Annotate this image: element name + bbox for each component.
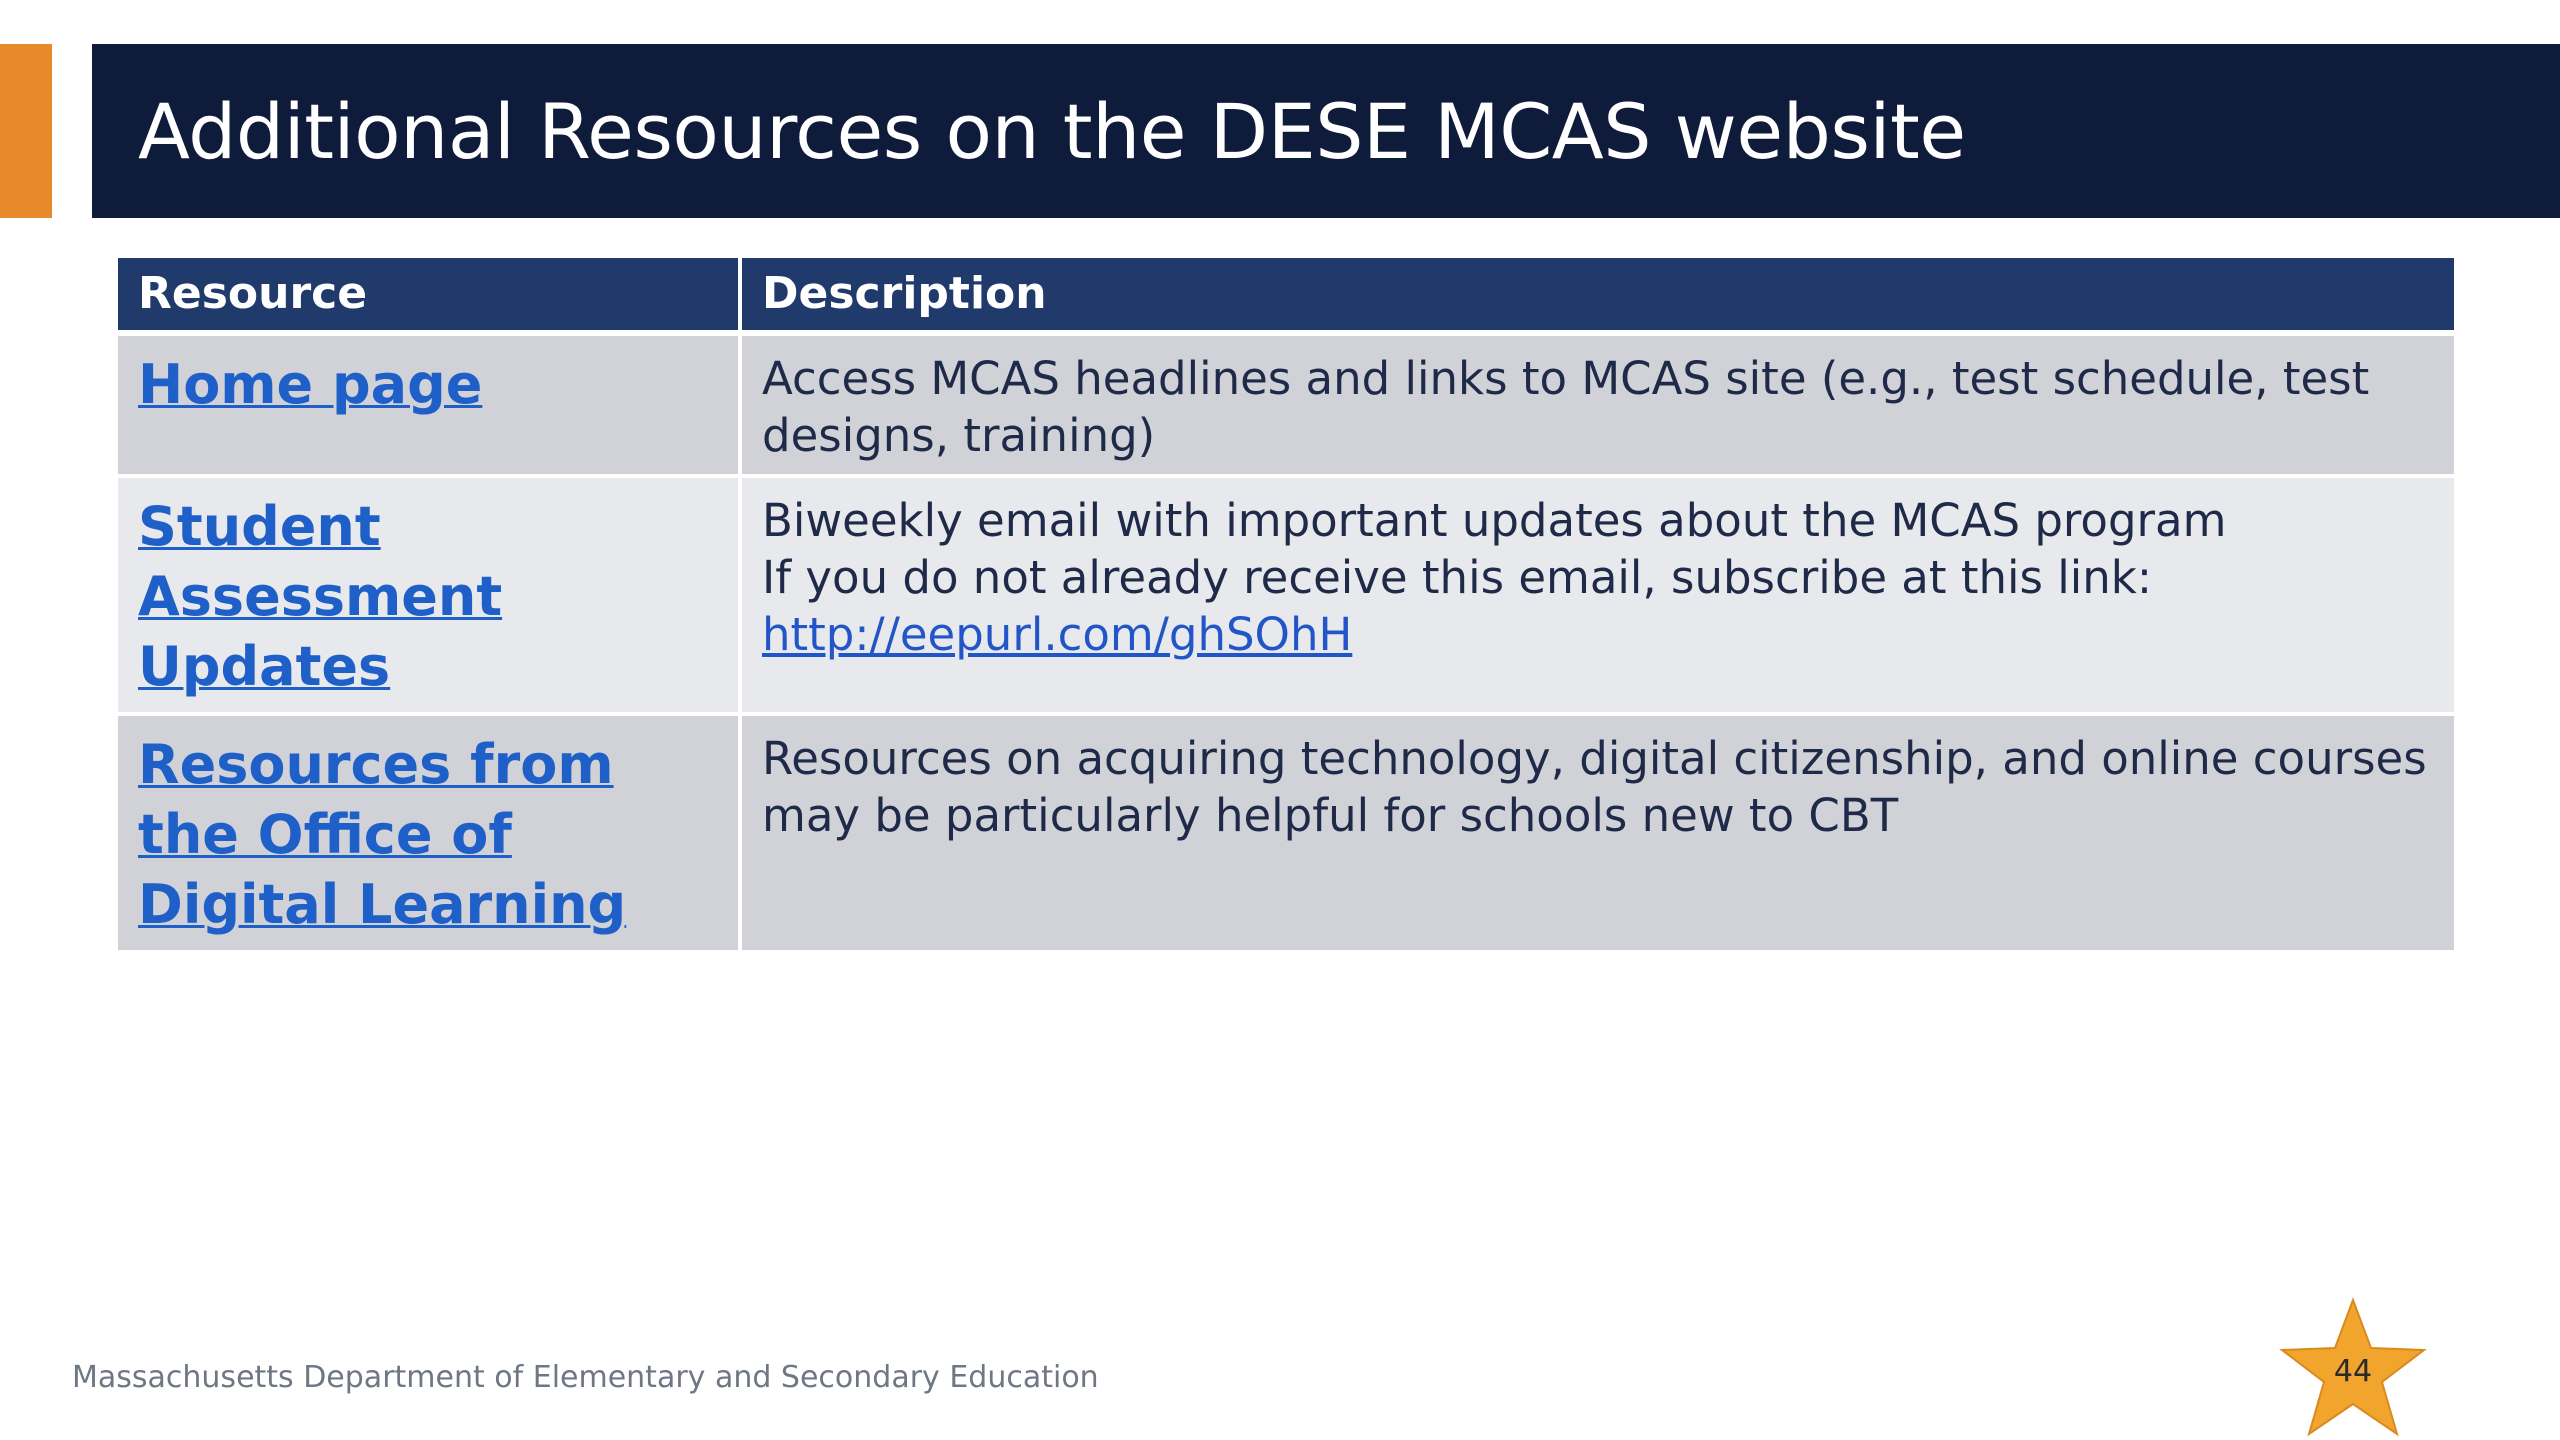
description-text: Access MCAS headlines and links to MCAS site (e.g., test schedule, test designs, training) bbox=[762, 352, 2370, 462]
digital-learning-link[interactable]: Resources from the Office of Digital Learning bbox=[138, 733, 627, 936]
footer-organization: Massachusetts Department of Elementary and Secondary Education bbox=[72, 1360, 1099, 1395]
description-cell bbox=[740, 333, 2454, 476]
subscribe-text: If you do not already receive this email, subscribe at this link: bbox=[762, 551, 2152, 604]
header-description: Description bbox=[740, 258, 2454, 333]
resource-cell bbox=[118, 333, 740, 476]
header-resource: Resource bbox=[118, 258, 740, 333]
resource-cell bbox=[118, 476, 740, 714]
orange-accent-bar bbox=[0, 44, 52, 218]
page-number: 44 bbox=[2333, 1354, 2373, 1389]
slide-title: Additional Resources on the DESE MCAS website bbox=[138, 86, 1966, 176]
table-header-row bbox=[118, 258, 2454, 333]
description-text: Biweekly email with important updates about the MCAS program bbox=[762, 494, 2227, 547]
table-row bbox=[118, 714, 2454, 952]
description-cell bbox=[740, 714, 2454, 952]
resources-table bbox=[118, 258, 2454, 954]
resource-cell bbox=[118, 714, 740, 952]
subscribe-url-link[interactable]: http://eepurl.com/ghSOhH bbox=[762, 608, 1353, 661]
table-row bbox=[118, 476, 2454, 714]
description-cell bbox=[740, 476, 2454, 714]
title-bar bbox=[92, 44, 2560, 218]
table-row bbox=[118, 333, 2454, 476]
student-assessment-updates-link[interactable]: Student Assessment Updates bbox=[138, 495, 503, 698]
home-page-link[interactable]: Home page bbox=[138, 353, 483, 416]
description-text: Resources on acquiring technology, digital citizenship, and online courses may be particularly helpful for schools new to CBT bbox=[762, 732, 2427, 842]
